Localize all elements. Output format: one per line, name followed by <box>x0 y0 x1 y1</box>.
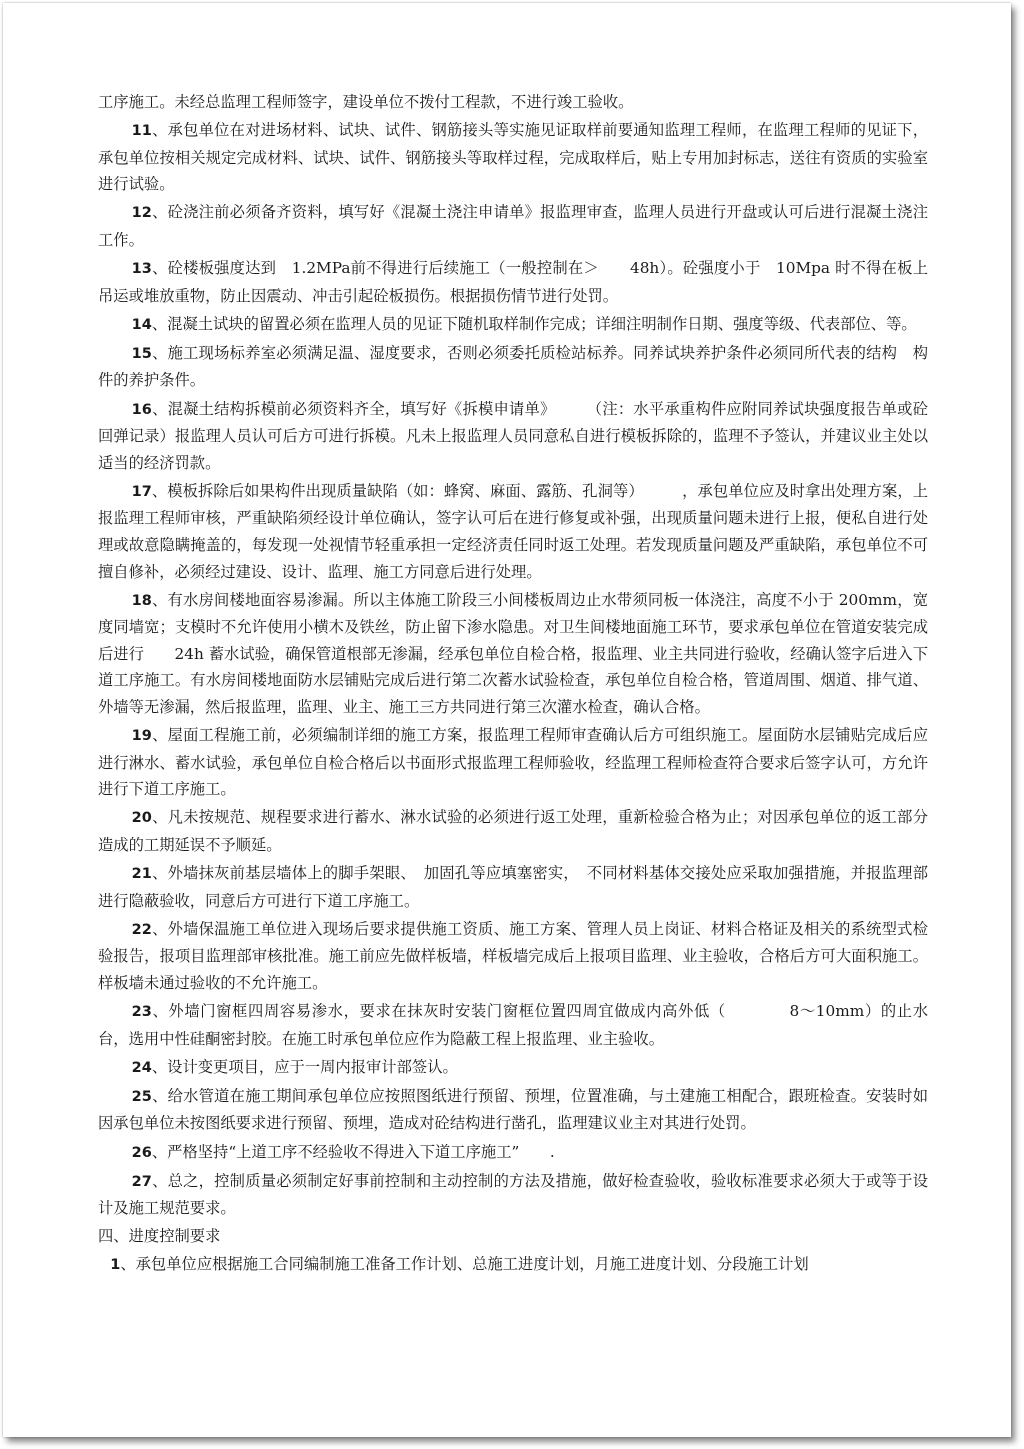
item-number: 24 <box>131 1059 152 1076</box>
document-body <box>98 89 928 1281</box>
paragraph-13: 13、砼楼板强度达到 1.2MPa前不得进行后续施工（一般控制在＞ 48h）。砼强度小于 10Mpa 时不得在板上吊运或堆放重物，防止因震动、冲击引起砼板损伤。根据损伤情节进行处罚。 <box>98 259 928 305</box>
item-number: 23 <box>131 1004 152 1021</box>
document-page <box>3 3 1011 1437</box>
paragraph-16: 16、混凝土结构拆模前必须资料齐全，填写好《拆模申请单》 （注：水平承重构件应附同养试块强度报告单或砼回弹记录）报监理人员认可后方可进行拆模。凡未上报监理人员同意私自进行模板拆除的，监理不予签认，并建议业主处以适当的经济罚款。 <box>98 399 928 472</box>
item-number: 26 <box>131 1144 152 1161</box>
paragraph-25: 25、给水管道在施工期间承包单位应按照图纸进行预留、预埋，位置准确，与土建施工相配合，跟班检查。安装时如因承包单位未按图纸要求进行预留、预埋，造成对砼结构进行凿孔，监理建议业主对其进行处罚。 <box>98 1086 928 1133</box>
paragraph-progress-1: 1、承包单位应根据施工合同编制施工准备工作计划、总施工进度计划，月施工进度计划、分段施工计划 <box>110 1255 809 1274</box>
item-number: 14 <box>131 316 152 333</box>
paragraph-15: 15、施工现场标养室必须满足温、湿度要求，否则必须委托质检站标养。同养试块养护条件必须同所代表的结构 构件的养护条件。 <box>98 343 928 390</box>
paragraph-24: 24、设计变更项目，应于一周内报审计部签认。 <box>131 1057 458 1076</box>
item-number: 16 <box>131 401 152 418</box>
item-number: 15 <box>131 345 152 362</box>
item-number: 21 <box>131 866 152 883</box>
paragraph-26: 26、严格坚持“上道工序不经验收不得进入下道工序施工” . <box>131 1142 555 1161</box>
paragraph-20: 20、凡未按规范、规程要求进行蓄水、淋水试验的必须进行返工处理，重新检验合格为止；对因承包单位的返工部分造成的工期延误不予顺延。 <box>98 808 928 855</box>
section-heading: 四、进度控制要求 <box>98 1227 221 1246</box>
item-number: 25 <box>131 1088 152 1105</box>
item-number: 11 <box>131 123 152 140</box>
item-number: 1 <box>110 1257 121 1274</box>
paragraph-18: 18、有水房间楼地面容易渗漏。所以主体施工阶段三小间楼板周边止水带须同板一体浇注，高度不小于 200mm，宽度同墙宽；支模时不允许使用小横木及铁丝，防止留下渗水隐患。对卫生间楼地面施工环节，要求承包单位在管道安装完成后进行 24h 蓄水试验，确保管道根部无渗漏，经承包单位自检合格，报监理、业主共同进行验收，经确认签字后进入下道工序施工。有水房间楼地面防水层铺贴完成后进行第二次蓄水试验检查，承包单位自检合格，管道周围、烟道、排气道、外墙等无渗漏，然后报监理，监理、业主、施工三方共同进行第三次灌水检查，确认合格。 <box>98 590 928 717</box>
paragraph-23: 23、外墙门窗框四周容易渗水，要求在抹灰时安装门窗框位置四周宜做成内高外低（ 8～10mm）的止水台，选用中性硅酮密封胶。在施工时承包单位应作为隐蔽工程上报监理、业主验收。 <box>98 1002 928 1048</box>
paragraph-14: 14、混凝土试块的留置必须在监理人员的见证下随机取样制作完成；详细注明制作日期、强度等级、代表部位、等。 <box>131 314 917 333</box>
item-number: 18 <box>131 592 152 609</box>
item-number: 22 <box>131 921 152 938</box>
paragraph-21: 21、外墙抹灰前基层墙体上的脚手架眼、 加固孔等应填塞密实， 不同材料基体交接处应采取加强措施，并报监理部进行隐蔽验收，同意后方可进行下道工序施工。 <box>98 864 928 910</box>
item-number: 17 <box>131 483 152 500</box>
item-number: 27 <box>131 1173 152 1190</box>
paragraph-22: 22、外墙保温施工单位进入现场后要求提供施工资质、施工方案、管理人员上岗证、材料合格证及相关的系统型式检验报告，报项目监理部审核批准。施工前应先做样板墙，样板墙完成后上报项目监理、业主验收，合格后方可大面积施工。样板墙未通过验收的不允许施工。 <box>98 919 928 992</box>
item-number: 12 <box>131 205 152 222</box>
item-number: 20 <box>131 810 152 827</box>
paragraph-27: 27、总之，控制质量必须制定好事前控制和主动控制的方法及措施，做好检查验收，验收标准要求必须大于或等于设计及施工规范要求。 <box>98 1171 928 1218</box>
item-number: 19 <box>131 728 152 745</box>
paragraph-17: 17、模板拆除后如果构件出现质量缺陷（如：蜂窝、麻面、露筋、孔洞等） ，承包单位应及时拿出处理方案，上报监理工程师审核，严重缺陷须经设计单位确认，签字认可后在进行修复或补强，出现质量问题未进行上报，便私自进行处理或故意隐瞒掩盖的，每发现一处视情节轻重承担一定经济责任同时返工处理。若发现质量问题及严重缺陷，承包单位不可擅自修补，必须经过建设、设计、监理、施工方同意后进行处理。 <box>98 481 928 581</box>
paragraph-19: 19、屋面工程施工前，必须编制详细的施工方案，报监理工程师审查确认后方可组织施工。屋面防水层铺贴完成后应进行淋水、蓄水试验，承包单位自检合格后以书面形式报监理工程师验收，经监理工程师检查符合要求后签字认可，方允许进行下道工序施工。 <box>98 726 928 799</box>
paragraph-11: 11、承包单位在对进场材料、试块、试件、钢筋接头等实施见证取样前要通知监理工程师，在监理工程师的见证下，承包单位按相关规定完成材料、试块、试件、钢筋接头等取样过程，完成取样后，贴上专用加封标志，送往有资质的实验室进行试验。 <box>98 121 928 194</box>
paragraph-12: 12、砼浇注前必须备齐资料，填写好《混凝土浇注申请单》报监理审查，监理人员进行开盘或认可后进行混凝土浇注工作。 <box>98 203 928 249</box>
item-number: 13 <box>131 261 152 278</box>
paragraph-continuation: 工序施工。未经总监理工程师签字，建设单位不拨付工程款，不进行竣工验收。 <box>98 93 634 111</box>
